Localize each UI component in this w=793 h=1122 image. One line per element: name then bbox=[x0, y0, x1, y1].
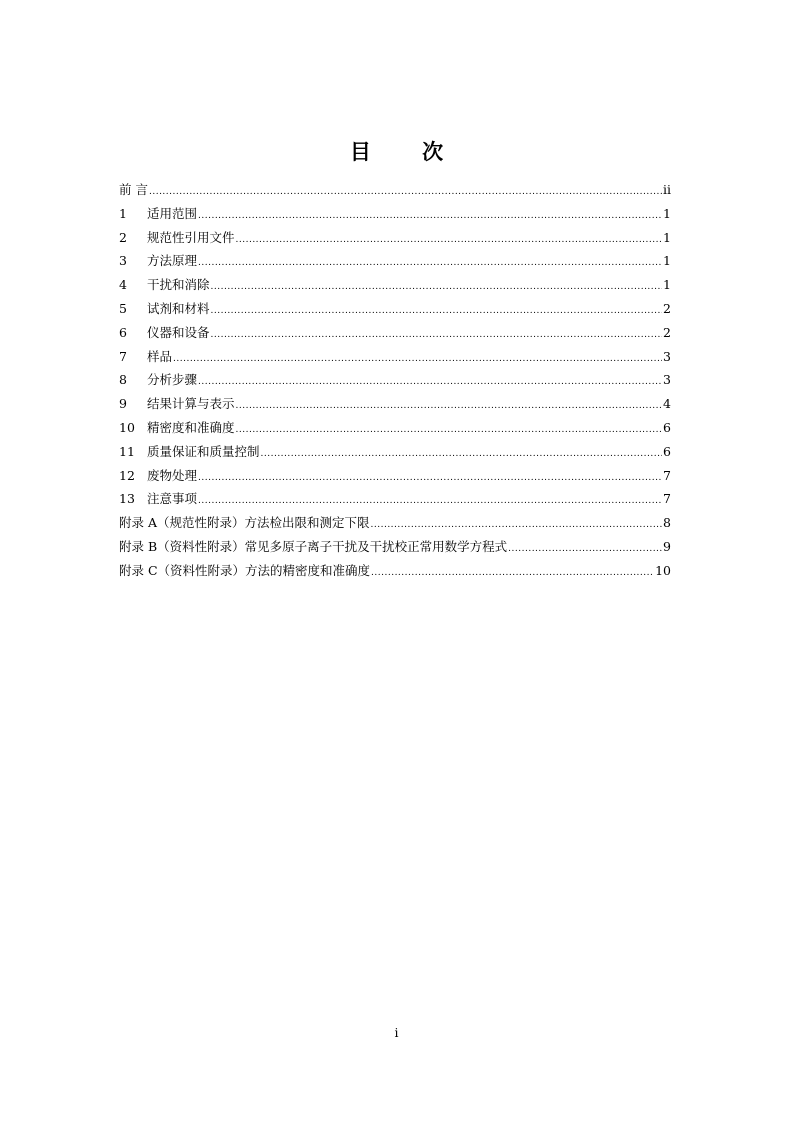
toc-entry-10[interactable] bbox=[119, 416, 671, 440]
toc-leader bbox=[211, 276, 663, 300]
toc-leader bbox=[198, 205, 662, 229]
toc-leader bbox=[261, 443, 663, 467]
toc-entry-page: 1 bbox=[663, 229, 671, 245]
toc-entry-label: 附录 A（规范性附录）方法检出限和测定下限 bbox=[119, 515, 370, 531]
toc-leader bbox=[173, 348, 662, 372]
toc-entry-label: 前 言 bbox=[119, 182, 148, 197]
toc-entry-5[interactable] bbox=[119, 297, 671, 321]
toc-entry-appendix-b[interactable] bbox=[119, 535, 671, 559]
toc-leader bbox=[198, 252, 662, 276]
toc-entry-page: 3 bbox=[663, 348, 671, 364]
toc-entry-page: 10 bbox=[655, 562, 671, 578]
toc-entry-label: 仪器和设备 bbox=[147, 324, 210, 340]
toc-entry-number: 3 bbox=[119, 253, 127, 269]
toc-entry-number: 8 bbox=[119, 372, 127, 388]
toc-leader bbox=[198, 467, 662, 491]
toc-entry-number: 2 bbox=[119, 229, 127, 245]
toc-entry-3[interactable] bbox=[119, 249, 671, 273]
table-of-contents bbox=[119, 178, 671, 583]
toc-entry-label: 注意事项 bbox=[147, 491, 198, 507]
toc-leader bbox=[371, 562, 654, 586]
toc-entry-label: 结果计算与表示 bbox=[147, 396, 235, 412]
toc-entry-7[interactable] bbox=[119, 345, 671, 369]
toc-entry-11[interactable] bbox=[119, 440, 671, 464]
toc-entry-page: 3 bbox=[663, 372, 671, 388]
toc-entry-page: 6 bbox=[663, 419, 671, 435]
toc-entry-label: 样品 bbox=[147, 348, 173, 364]
toc-entry-label: 方法原理 bbox=[147, 253, 198, 269]
toc-entry-page: ii bbox=[663, 182, 671, 197]
toc-entry-number: 12 bbox=[119, 467, 135, 483]
toc-entry-number: 9 bbox=[119, 396, 127, 412]
toc-leader bbox=[149, 181, 662, 205]
toc-leader bbox=[236, 419, 663, 443]
toc-entry-label: 干扰和消除 bbox=[147, 277, 210, 293]
toc-entry-number: 1 bbox=[119, 205, 127, 221]
toc-entry-12[interactable] bbox=[119, 464, 671, 488]
toc-entry-page: 8 bbox=[663, 515, 671, 531]
toc-entry-appendix-a[interactable] bbox=[119, 511, 671, 535]
toc-entry-page: 7 bbox=[663, 467, 671, 483]
toc-entry-page: 2 bbox=[663, 324, 671, 340]
toc-entry-page: 4 bbox=[663, 396, 671, 412]
toc-leader bbox=[211, 324, 663, 348]
toc-entry-2[interactable] bbox=[119, 226, 671, 250]
toc-entry-8[interactable] bbox=[119, 368, 671, 392]
toc-leader bbox=[508, 538, 662, 562]
toc-entry-page: 9 bbox=[663, 538, 671, 554]
toc-leader bbox=[198, 371, 662, 395]
toc-entry-number: 5 bbox=[119, 300, 127, 316]
toc-entry-page: 1 bbox=[663, 205, 671, 221]
toc-entry-page: 6 bbox=[663, 443, 671, 459]
page-number: i bbox=[394, 1025, 399, 1040]
toc-entry-label: 适用范围 bbox=[147, 205, 198, 221]
toc-entry-label: 附录 C（资料性附录）方法的精密度和准确度 bbox=[119, 562, 371, 578]
toc-entry-label: 试剂和材料 bbox=[147, 300, 210, 316]
toc-entry-number: 6 bbox=[119, 324, 127, 340]
toc-leader bbox=[236, 395, 663, 419]
toc-entry-page: 1 bbox=[663, 253, 671, 269]
toc-entry-label: 质量保证和质量控制 bbox=[147, 443, 260, 459]
toc-entry-label: 废物处理 bbox=[147, 467, 198, 483]
toc-entry-6[interactable] bbox=[119, 321, 671, 345]
toc-entry-label: 分析步骤 bbox=[147, 372, 198, 388]
toc-entry-page: 7 bbox=[663, 491, 671, 507]
toc-entry-number: 11 bbox=[119, 443, 135, 459]
toc-leader bbox=[211, 300, 663, 324]
toc-leader bbox=[236, 229, 663, 253]
toc-entry-page: 2 bbox=[663, 300, 671, 316]
toc-entry-number: 4 bbox=[119, 277, 127, 293]
toc-entry-number: 13 bbox=[119, 491, 135, 507]
toc-entry-foreword[interactable] bbox=[119, 178, 671, 202]
toc-entry-page: 1 bbox=[663, 277, 671, 293]
toc-entry-9[interactable] bbox=[119, 392, 671, 416]
toc-title: 目 次 bbox=[349, 140, 466, 164]
toc-entry-appendix-c[interactable] bbox=[119, 559, 671, 583]
toc-entry-4[interactable] bbox=[119, 273, 671, 297]
toc-entry-number: 10 bbox=[119, 419, 135, 435]
toc-entry-label: 规范性引用文件 bbox=[147, 229, 235, 245]
toc-entry-number: 7 bbox=[119, 348, 127, 364]
toc-entry-label: 精密度和准确度 bbox=[147, 419, 235, 435]
toc-entry-label: 附录 B（资料性附录）常见多原子离子干扰及干扰校正常用数学方程式 bbox=[119, 538, 508, 554]
toc-entry-13[interactable] bbox=[119, 487, 671, 511]
toc-entry-1[interactable] bbox=[119, 202, 671, 226]
